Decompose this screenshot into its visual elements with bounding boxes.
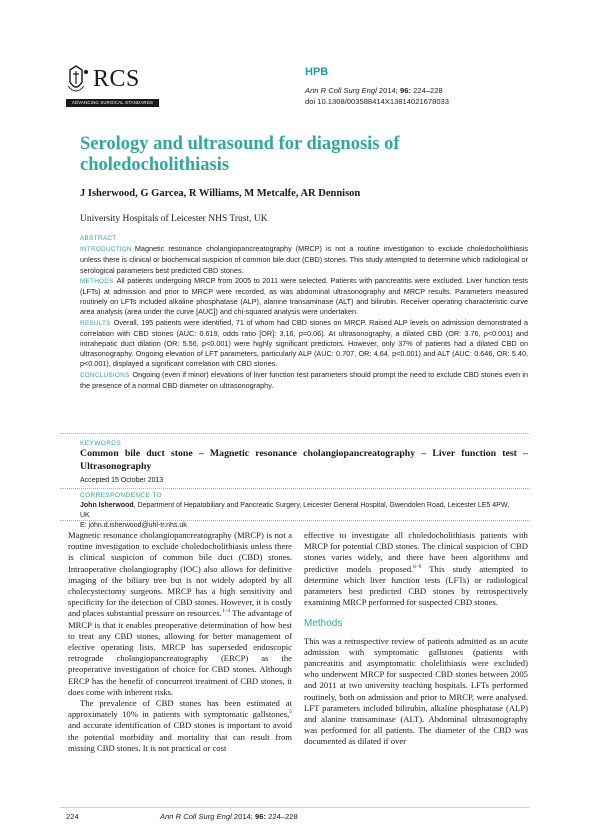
body-paragraph — [68, 698, 292, 754]
introduction-label: INTRODUCTION — [80, 246, 132, 254]
body-text: and accurate identification of CBD stones is important to avoid the potential morbidity and mortality that can result from missing CBD stones. It is not practical or cost — [68, 720, 292, 753]
abstract-methods — [80, 276, 528, 318]
body-text: Magnetic resonance cholangiopancreatography (MRCP) is not a routine investigation to exclude choledocholithiasis unless there is clinical suspicion of common bile duct (CBD) stones. Intraoperative cholangiography (IOC) also allows for definitive imaging of the biliary tree but is not widely adopted by all cholecystectomy surgeons. MRCP has a high sensitivity and specificity for the detection of CBD stones. However, it is costly and places substantial pressure on resources. — [68, 530, 292, 619]
abstract-heading: ABSTRACT — [80, 235, 117, 242]
footer-pages: 224–228 — [268, 812, 298, 821]
divider — [60, 488, 530, 489]
citation-pages: 224–228 — [413, 86, 443, 95]
body-paragraph — [304, 530, 528, 608]
abstract-introduction — [80, 244, 528, 276]
correspondence-block — [80, 501, 520, 530]
citation-line — [305, 86, 449, 97]
abstract-conclusions — [80, 370, 528, 391]
footer-journal: Ann R Coll Surg Engl — [160, 812, 232, 821]
methods-section-heading: Methods — [304, 618, 343, 630]
abstract — [80, 234, 528, 391]
rcs-logo — [66, 64, 161, 108]
body-right-column — [304, 530, 528, 748]
body-text: effective to investigate all choledocholithiasis patients with MRCP for potential CBD stones. The clinical suspicion of CBD stones varies widely, and there have been algorithms and predictive models proposed. — [304, 530, 528, 574]
footer-citation — [160, 812, 298, 821]
citation-volume: 96: — [400, 86, 412, 95]
body-text: The prevalence of CBD stones has been estimated at approximately 10% in patients with symptomatic gallstones, — [68, 698, 292, 720]
methods-label: METHODS — [80, 277, 114, 285]
citation-journal: Ann R Coll Surg Engl — [305, 86, 377, 95]
correspondence-address — [80, 501, 520, 521]
body-text: The advantage of MRCP is that it enables preoperative determination of how best to treat any CBD stones, allowing for better management of elective operating lists. MRCP has superseded endoscopic retrograde cholangiopancreatography (ERCP) as the preoperative investigation of choice for CBD stones. Although ERCP has the benefit of concurrent treatment of CBD stones, it does come with inherent risks. — [68, 608, 293, 697]
body-paragraph — [68, 530, 292, 698]
divider — [60, 520, 530, 521]
results-label: RESULTS — [80, 319, 111, 327]
accepted-date: Accepted 15 October 2013 — [80, 477, 164, 484]
introduction-text: Magnetic resonance cholangiopancreatography (MRCP) is not a routine investigation to exclude choledocholithiasis unless there is clinical or biochemical suspicion of common bile duct (CBD) stones. This study attempted to determine which radiological or serological parameters best predicted CBD stones. — [80, 244, 528, 275]
logo-tagline: ADVANCING SURGICAL STANDARDS — [66, 99, 159, 107]
citation-superscript: 1–4 — [221, 608, 231, 615]
citation-doi[interactable]: doi 10.1308/003588414X13814021678033 — [305, 96, 450, 106]
logo-text: RCS — [93, 66, 140, 92]
citation-block — [305, 86, 449, 107]
conclusions-label: CONCLUSIONS — [80, 371, 130, 379]
results-text: Overall, 195 patients were identified, 71 of whom had CBD stones on MRCP. Raised ALP levels on admission demonstrated a correlation with CBD stones (AUC: 0.619, odds ratio [OR]: 3.16, p=0.06). At ultrasonography, a dilated CBD (OR: 3.76, p<0.001) and intrahepatic duct dilation (OR: 5.56, p<0.001) were highly significant predictors. However, only 37% of patients had a dilated CBD on ultrasonography. Ongoing elevation of LFT parameters, particularly ALP (AUC: 0.707, OR: 4.64, p<0.001) and ALT (AUC: 0.646, OR: 5.40, p<0.001), displayed a significant correlation with CBD stones. — [80, 317, 528, 369]
divider — [60, 433, 530, 434]
body-text: This study attempted to determine which liver function tests (LFTs) or radiological parameters best predicted CBD stones by retrospectively examining MRCP performed for suspected CBD stones. — [304, 563, 528, 608]
affiliation: University Hospitals of Leicester NHS Trust, UK — [80, 214, 268, 224]
article-title: Serology and ultrasound for diagnosis of choledocholithiasis — [80, 134, 400, 175]
footer-year: 2014; — [233, 812, 253, 821]
body-left-column — [68, 530, 292, 754]
correspondence-address-text: , Department of Hepatobiliary and Pancreatic Surgery, Leicester General Hospital, Gwendolen Road, Leicester LE5 4PW, UK — [80, 502, 510, 519]
methods-text: All patients undergoing MRCP from 2005 to 2011 were selected. Patients with pancreatitis were excluded. Liver function tests (LFTs) at admission and prior to MRCP were recorded, as was abdominal ultrasonography and MRCP results. Parameters measured routinely on LFTs included alkaline phosphatase (ALP), alanine transaminase (ALT) and bilirubin. Receiver operating characteristic curve area analysis (area under the curve [AUC]) and chi-squared analysis were undertaken. — [80, 275, 528, 317]
conclusions-text: Ongoing (even if minor) elevations of liver function test parameters should prompt the need to exclude CBD stones even in the presence of a normal CBD diameter on ultrasonography. — [80, 369, 528, 390]
footer-volume: 96: — [255, 812, 267, 821]
citation-superscript: 5 — [289, 709, 292, 716]
footer-divider — [60, 807, 530, 808]
citation-superscript: 6–9 — [413, 563, 422, 570]
journal-badge: HPB — [305, 66, 329, 78]
abstract-results — [80, 318, 528, 370]
page-number: 224 — [66, 812, 79, 821]
crest-icon — [66, 64, 92, 98]
author-list: J Isherwood, G Garcea, R Williams, M Metcalfe, AR Dennison — [80, 188, 361, 199]
keywords-heading: KEYWORDS — [80, 440, 122, 447]
correspondence-name: John Isherwood — [80, 502, 134, 509]
body-paragraph: This was a retrospective review of patients admitted as an acute admission with symptomatic gallstones (patients with pancreatitis and asymptomatic cholelithiasis were excluded) who underwent MRCP for suspected CBD stones between 2005 and 2011 at two university teaching hospitals. LFTs performed routinely, both on admission and prior to MRCP, were analysed. LFT parameters included bilirubin, alkaline phosphatase (ALP) and alanine transaminase (ALT). Abdominal ultrasonography was performed for all patients. The diameter of the CBD was documented as dilated if over — [304, 635, 528, 747]
correspondence-email[interactable]: E: john.d.isherwood@uhl-tr.nhs.uk — [80, 521, 187, 529]
keywords-text: Common bile duct stone – Magnetic resonance cholangiopancreatography – Liver function test – Ultrasonography — [80, 448, 528, 472]
correspondence-heading: CORRESPONDENCE TO — [80, 492, 163, 499]
citation-year: 2014; — [378, 86, 398, 95]
